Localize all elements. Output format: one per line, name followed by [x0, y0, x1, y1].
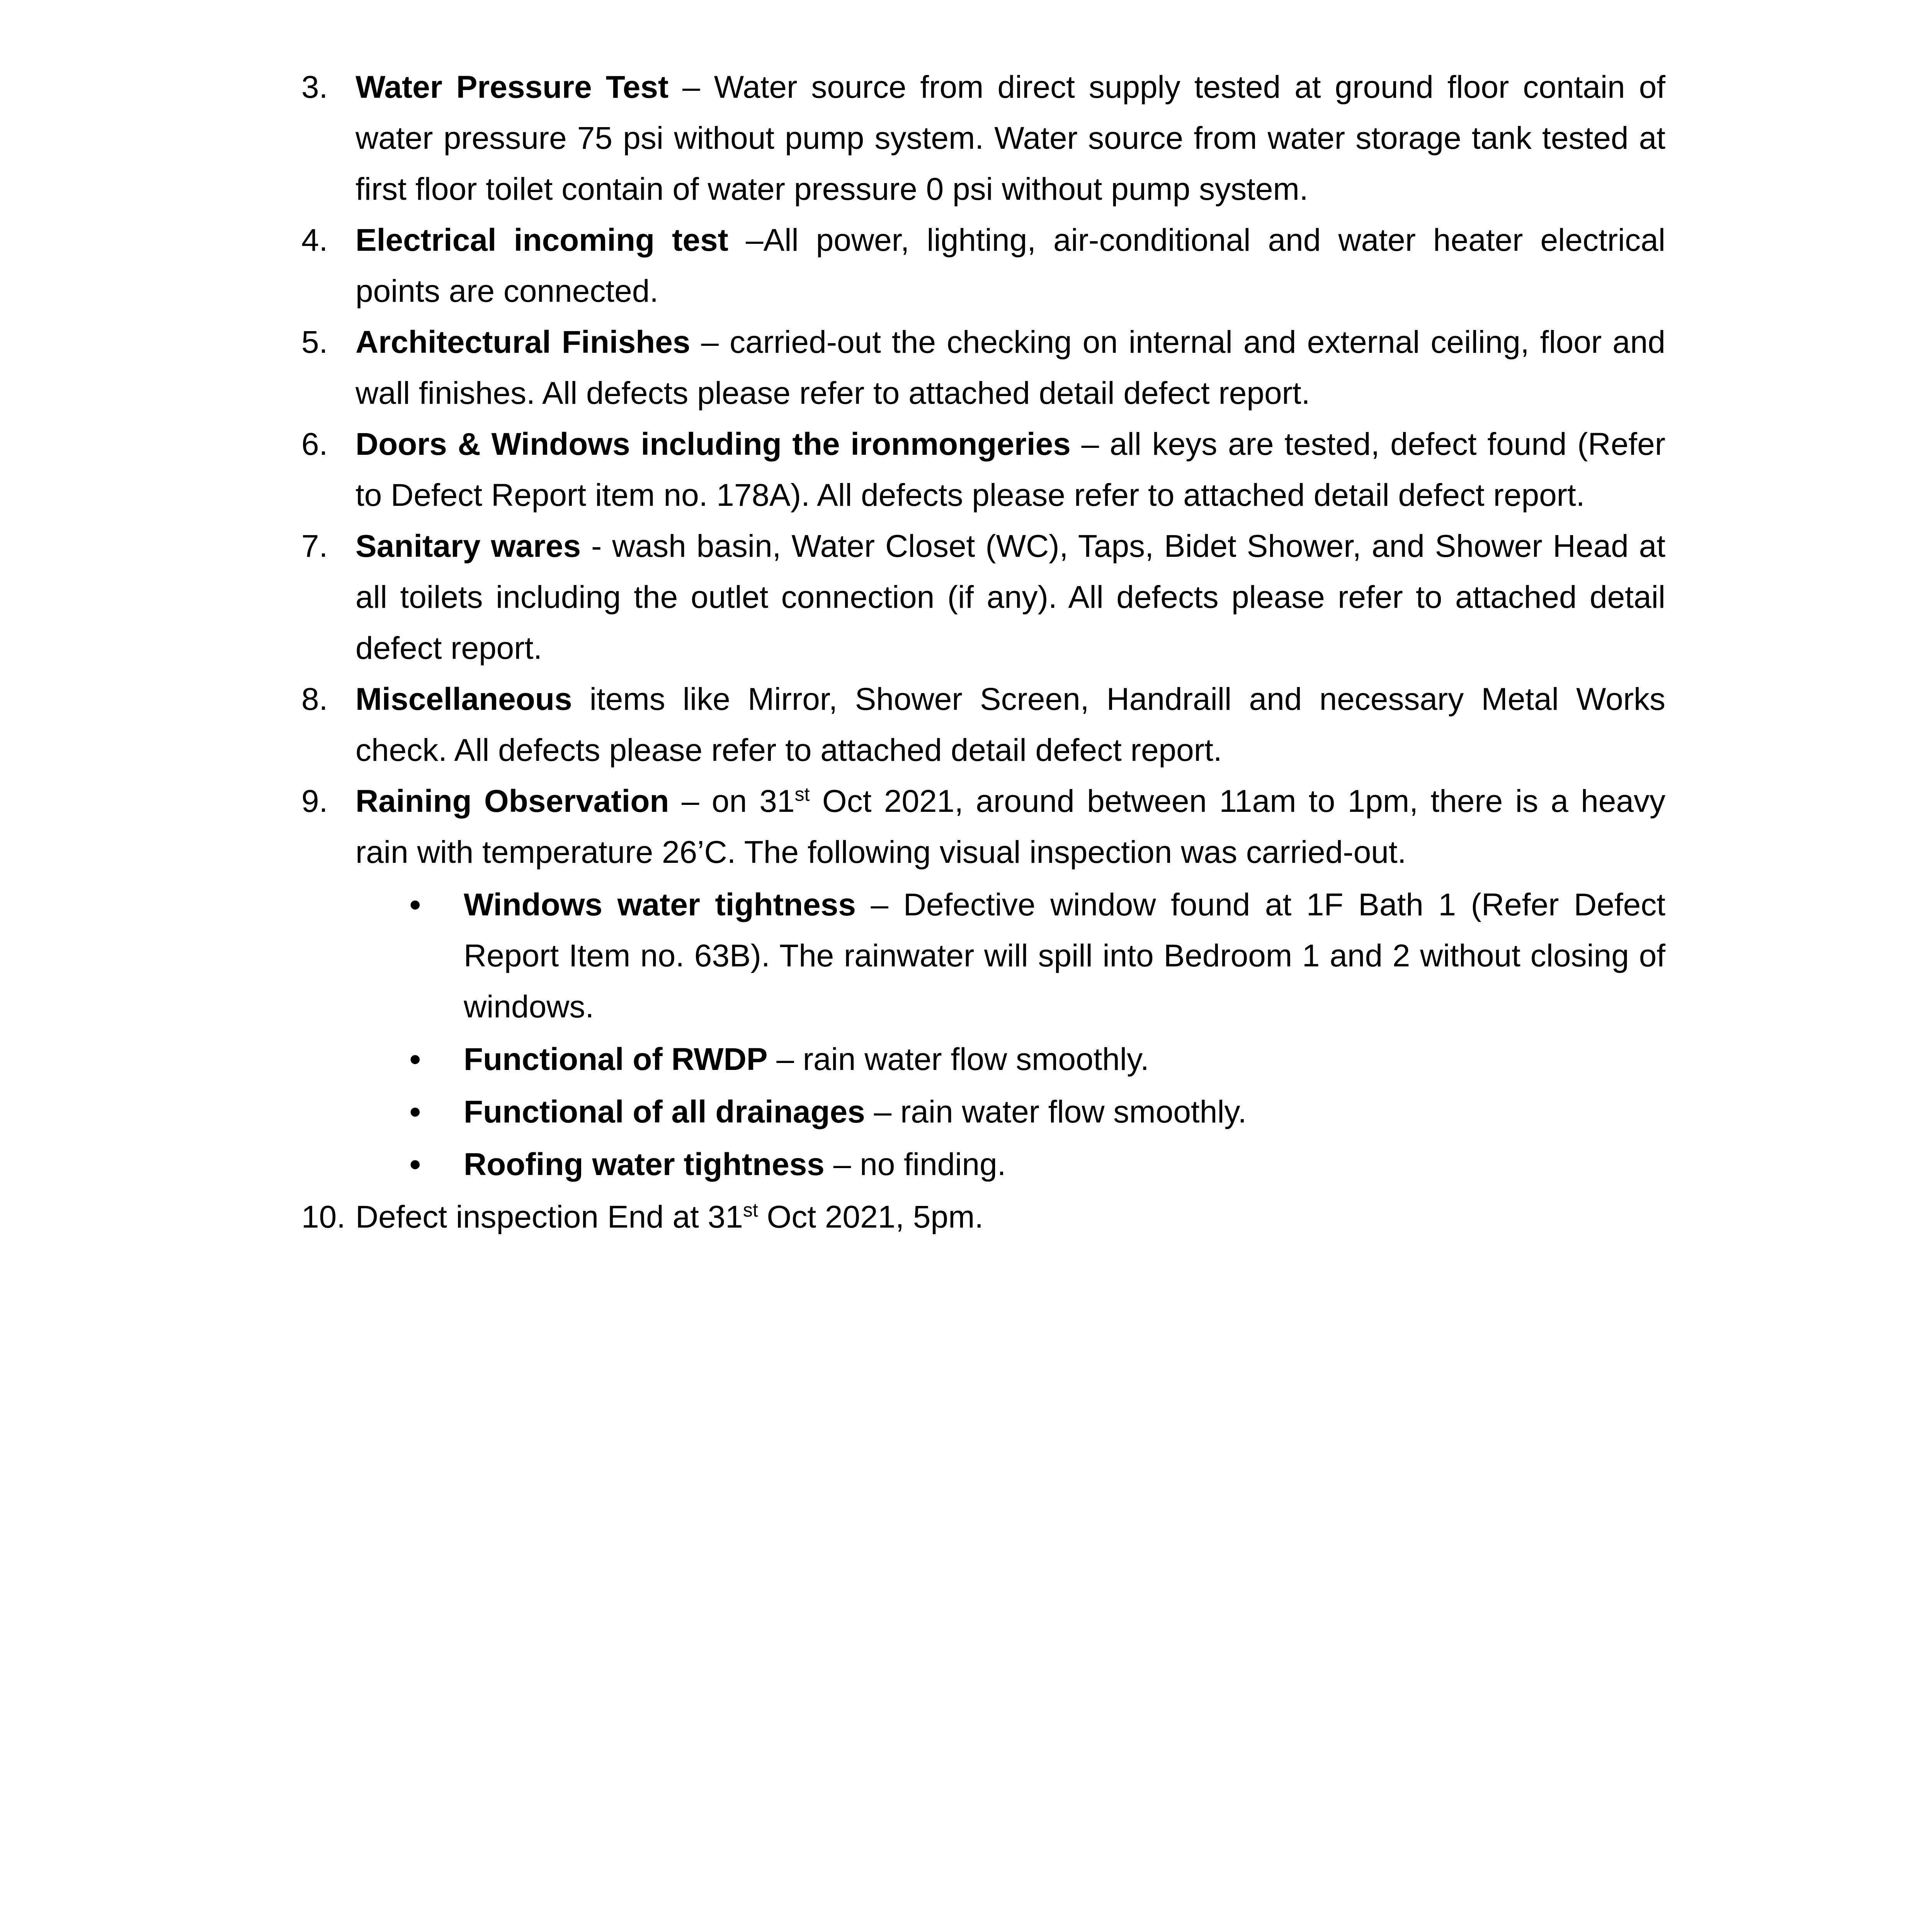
bullet-icon: • — [410, 1094, 421, 1129]
item-heading: Architectural Finishes — [355, 325, 690, 360]
bullet-icon: • — [410, 887, 421, 922]
list-item-doors-windows — [301, 419, 1665, 521]
list-number: 9. — [301, 784, 328, 819]
list-number: 8. — [301, 682, 328, 717]
item-heading: Doors & Windows including the ironmongeries — [355, 427, 1071, 462]
list-number: 10. — [301, 1199, 345, 1235]
item-text: Oct 2021, 5pm. — [758, 1199, 984, 1235]
item-heading: Water Pressure Test — [355, 70, 669, 105]
list-number: 7. — [301, 529, 328, 564]
list-item-architectural — [301, 317, 1665, 419]
bullet-item-roofing — [301, 1139, 1665, 1190]
item-heading: Miscellaneous — [355, 682, 572, 717]
list-number: 4. — [301, 223, 328, 258]
item-text: –All power, lighting, air-conditional and water heater electrical points are connected. — [355, 223, 1665, 309]
bullet-text: – rain water flow smoothly. — [767, 1042, 1149, 1077]
item-text: – Water source from direct supply tested at ground floor contain of water pressure 75 psi without pump system. Water source from water storage tank tested at first floor toilet contain of water pressure 0 psi without pump system. — [355, 70, 1665, 207]
item-text: Defect inspection End at 31 — [355, 1199, 743, 1235]
item-text: Oct 2021, around between 11am to 1pm, there is a heavy rain with temperature 26’C. The following visual inspection was carried-out. — [355, 784, 1665, 870]
list-item-sanitary — [301, 521, 1665, 674]
list-item-water-pressure — [301, 62, 1665, 215]
ordinal-suffix: st — [743, 1199, 758, 1221]
item-heading: Sanitary wares — [355, 529, 581, 564]
bullet-text: – rain water flow smoothly. — [865, 1094, 1247, 1129]
item-text: items like Mirror, Shower Screen, Handraill and necessary Metal Works check. All defects please refer to attached detail defect report. — [355, 682, 1665, 768]
bullet-text: – no finding. — [824, 1147, 1006, 1182]
item-text: - wash basin, Water Closet (WC), Taps, Bidet Shower, and Shower Head at all toilets including the outlet connection (if any). All defects please refer to attached detail defect report. — [355, 529, 1666, 666]
bullet-heading: Functional of RWDP — [464, 1042, 768, 1077]
bullet-item-windows — [301, 879, 1665, 1032]
list-item-electrical — [301, 215, 1665, 317]
list-number: 3. — [301, 70, 328, 105]
bullet-icon: • — [410, 1147, 421, 1182]
observation-bullet-list — [301, 879, 1665, 1190]
bullet-icon: • — [410, 1042, 421, 1077]
list-number: 5. — [301, 325, 328, 360]
list-number: 6. — [301, 427, 328, 462]
list-item-raining-observation — [301, 776, 1665, 878]
bullet-item-rwdp — [301, 1034, 1665, 1085]
bullet-item-drainages — [301, 1087, 1665, 1138]
ordinal-suffix: st — [794, 783, 810, 805]
list-item-miscellaneous — [301, 674, 1665, 776]
list-item-inspection-end — [301, 1192, 1665, 1243]
item-heading: Raining Observation — [355, 784, 669, 819]
item-text: – carried-out the checking on internal and external ceiling, floor and wall finishes. All defects please refer to attached detail defect report. — [355, 325, 1665, 411]
item-heading: Electrical incoming test — [355, 223, 728, 258]
item-text: – all keys are tested, defect found (Refer to Defect Report item no. 178A). All defects please refer to attached detail defect report. — [355, 427, 1665, 513]
bullet-text: – Defective window found at 1F Bath 1 (Refer Defect Report Item no. 63B). The rainwater will spill into Bedroom 1 and 2 without closing of windows. — [464, 887, 1665, 1024]
item-text: – on 31 — [669, 784, 795, 819]
document-body — [301, 62, 1665, 1243]
bullet-heading: Windows water tightness — [464, 887, 856, 922]
bullet-heading: Functional of all drainages — [464, 1094, 865, 1129]
bullet-heading: Roofing water tightness — [464, 1147, 825, 1182]
